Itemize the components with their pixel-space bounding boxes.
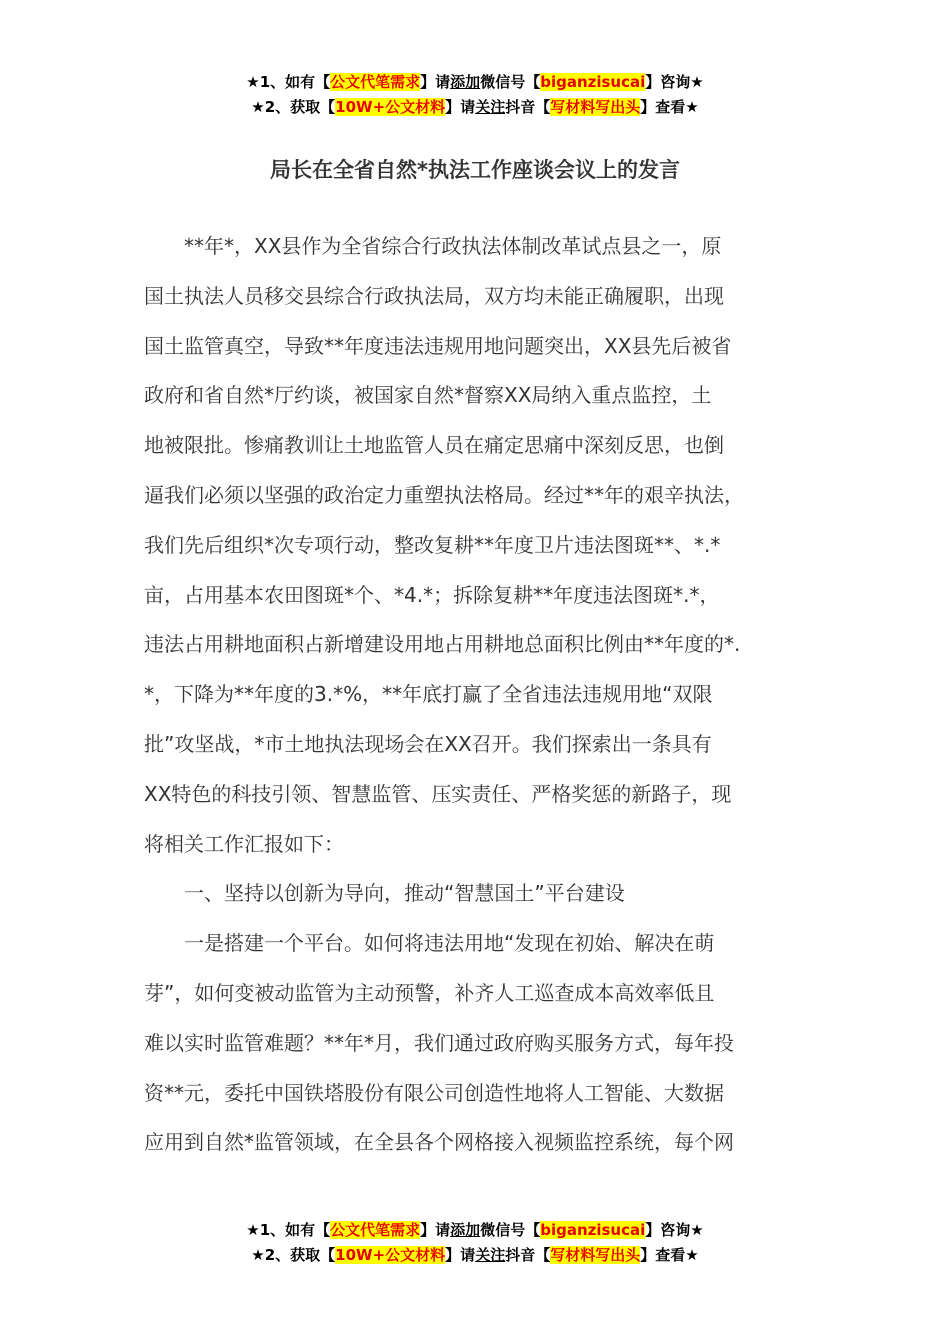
star-icon: ★ <box>246 1221 260 1239</box>
text-line: 难以实时监管难题？**年*月，我们通过政府购买服务方式，每年投 <box>144 1030 734 1055</box>
text-line: 芽”，如何变被动监管为主动预警，补齐人工巡查成本高效率低且 <box>144 980 715 1005</box>
promo-text: 】请 <box>445 98 476 116</box>
promo-text: 2、获取【 <box>264 1246 336 1264</box>
text-line: 将相关工作汇报如下： <box>144 831 344 856</box>
promo-text: 】咨询 <box>645 73 691 91</box>
underlined-add: 添加 <box>450 1221 481 1239</box>
text-line: 地被限批。惨痛教训让土地监管人员在痛定思痛中深刻反思，也倒 <box>144 433 724 458</box>
text-line: 批”攻坚战，*市土地执法现场会在XX召开。我们探索出一条具有 <box>144 731 712 756</box>
star-icon: ★ <box>251 98 265 116</box>
underlined-follow: 关注 <box>475 1246 506 1264</box>
promo-text: 】请 <box>445 1246 476 1264</box>
text-line: 一是搭建一个平台。如何将违法用地“发现在初始、解决在萌 <box>144 931 715 956</box>
promo-text: 】查看 <box>640 98 686 116</box>
underlined-follow: 关注 <box>475 98 506 116</box>
promo-line-2 <box>0 95 950 120</box>
promo-line-2 <box>0 1243 950 1268</box>
document-title: 局长在全省自然*执法工作座谈会议上的发言 <box>270 158 680 182</box>
text-line: 亩，占用基本农田图斑*个、*4.*；拆除复耕**年度违法图斑*.*， <box>144 582 720 607</box>
section-heading-1 <box>144 869 808 919</box>
star-icon: ★ <box>685 98 699 116</box>
highlight-materials: 10W+公文材料 <box>335 1246 446 1264</box>
promo-text: 抖音【 <box>505 98 551 116</box>
promo-text: 微信号【 <box>480 73 541 91</box>
text-line: 政府和省自然*厅约谈，被国家自然*督察XX局纳入重点监控，土 <box>144 383 712 408</box>
promo-text: 微信号【 <box>480 1221 541 1239</box>
text-line: 逼我们必须以坚强的政治定力重塑执法格局。经过**年的艰辛执法， <box>144 482 744 507</box>
star-icon: ★ <box>690 1221 704 1239</box>
promo-text: 抖音【 <box>505 1246 551 1264</box>
promo-text: 】请 <box>420 73 451 91</box>
text-line: 国土监管真空，导致**年度违法违规用地问题突出，XX县先后被省 <box>144 333 732 358</box>
text-line: 我们先后组织*次专项行动，整改复耕**年度卫片违法图斑**、*.* <box>144 532 721 557</box>
text-line: 国土执法人员移交县综合行政执法局，双方均未能正确履职，出现 <box>144 283 724 308</box>
text-line: 应用到自然*监管领域，在全县各个网格接入视频监控系统，每个网 <box>144 1130 734 1155</box>
text-line: **年*，XX县作为全省综合行政执法体制改革试点县之一，原 <box>144 234 722 258</box>
highlight-wechat-id: biganzisucai <box>540 1221 646 1239</box>
promo-text: 】查看 <box>640 1246 686 1264</box>
star-icon: ★ <box>251 1246 265 1264</box>
text-line: 资**元，委托中国铁塔股份有限公司创造性地将人工智能、大数据 <box>144 1080 724 1105</box>
text-line: *，下降为**年度的3.*%，**年底打赢了全省违法违规用地“双限 <box>144 682 713 707</box>
text-line: 违法占用耕地面积占新增建设用地占用耕地总面积比例由**年度的*. <box>144 632 741 657</box>
paragraph-intro <box>144 222 808 869</box>
highlight-wechat-id: biganzisucai <box>540 73 646 91</box>
promo-line-1 <box>0 70 950 95</box>
heading-line: 一、坚持以创新为导向，推动“智慧国土”平台建设 <box>144 881 625 906</box>
highlight-materials: 10W+公文材料 <box>335 98 446 116</box>
promo-text: 】咨询 <box>645 1221 691 1239</box>
promo-line-1 <box>0 1218 950 1243</box>
promo-text: 1、如有【 <box>259 1221 331 1239</box>
underlined-add: 添加 <box>450 73 481 91</box>
star-icon: ★ <box>685 1246 699 1264</box>
paragraph-platform <box>144 919 808 1168</box>
star-icon: ★ <box>690 73 704 91</box>
highlight-douyin: 写材料写出头 <box>550 98 641 116</box>
highlight-service: 公文代笔需求 <box>330 73 421 91</box>
promo-banner-bottom <box>0 1218 950 1268</box>
highlight-service: 公文代笔需求 <box>330 1221 421 1239</box>
document-body <box>144 222 808 1168</box>
highlight-douyin: 写材料写出头 <box>550 1246 641 1264</box>
promo-banner-top <box>0 70 950 120</box>
promo-text: 】请 <box>420 1221 451 1239</box>
star-icon: ★ <box>246 73 260 91</box>
promo-text: 1、如有【 <box>259 73 331 91</box>
text-line: XX特色的科技引领、智慧监管、压实责任、严格奖惩的新路子，现 <box>144 781 732 806</box>
promo-text: 2、获取【 <box>264 98 336 116</box>
